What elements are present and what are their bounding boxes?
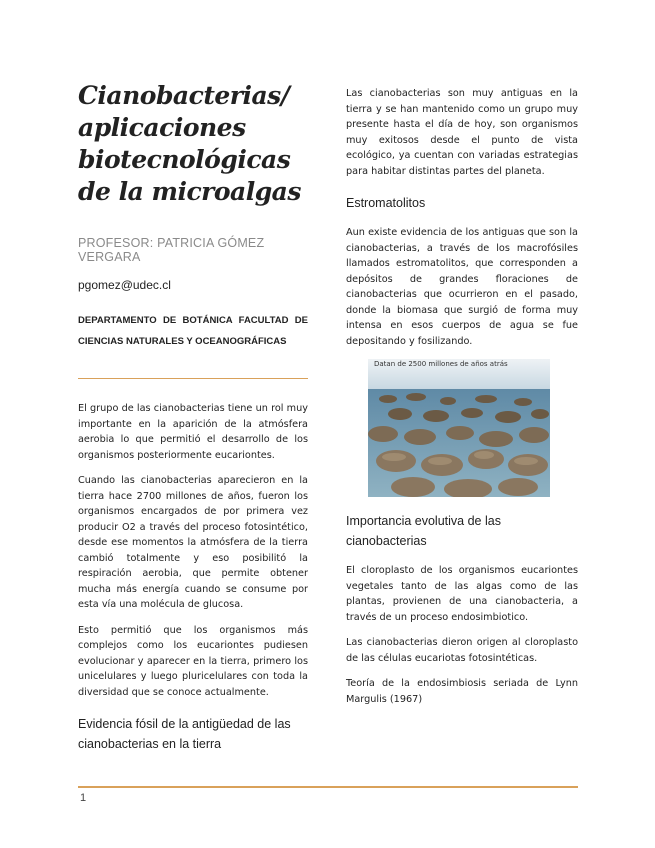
section-heading-estromatolitos: Estromatolitos [346,196,426,210]
professor-email[interactable]: pgomez@udec.cl [78,278,171,292]
paragraph-estromatolitos: Aun existe evidencia de los antiguas que son la cianobacterias, a través de los macrofósiles llamados estromatolitos, que corresponden a depósitos de grandes floraciones de cianobacterias que ocurrieron en el pasado, donde la biomasa que surgió de forma muy intensa en esos cuerpos de agua se fue depositando y fosilizando. [346,227,578,347]
section-heading-evolutionary-importance: Importancia evolutiva de las cianobacterias [346,514,501,548]
photo-caption: Datan de 2500 millones de años atrás [374,360,508,368]
left-column [78,80,308,766]
department-name: DEPARTAMENTO DE BOTÁNICA FACULTAD DE CIENCIAS NATURALES Y OCEANOGRÁFICAS [78,315,308,347]
page-number: 1 [80,792,87,804]
paragraph-atmosphere: El grupo de las cianobacterias tiene un rol muy importante en la aparición de la atmósfera aerobia lo que permitió el desarrollo de los organismos posteriormente eucariontes. [78,403,308,461]
footer-divider [78,786,578,788]
document-title: Cianobacterias/ aplicaciones biotecnológicas de la microalgas [78,81,301,206]
paragraph-oxygen: Cuando las cianobacterias aparecieron en la tierra hace 2700 millones de años, fueron los organismos encargados de por primera vez producir O2 a través del proceso fotosintético, desde ese momentos la atmósfera de la tierra cambió totalmente y eso posibilitó la respiración aerobia, que permite obtener mucha más energía cuando se consume por esta vía una molécula de glucosa. [78,475,308,610]
paragraph-chloroplast: El cloroplasto de los organismos eucariontes vegetales tanto de las algas como de las plantas, provienen de una cianobacteria, a través de un proceso endosimbiotico. [346,565,578,623]
section-heading-fossil-evidence: Evidencia fósil de la antigüedad de las cianobacterias en la tierra [78,717,291,751]
paragraph-intro: Las cianobacterias son muy antiguas en la tierra y se han mantenido como un grupo muy presente hasta el día de hoy, son organismos muy exitosos desde el punto de vista ecológico, ya cuentan con variadas estrategias para habitar distintas partes del planeta. [346,88,578,177]
header-divider [78,378,308,379]
right-column [346,86,578,717]
stromatolites-photo [368,359,550,497]
paragraph-evolution: Esto permitió que los organismos más complejos como los eucariontes pudiesen evolucionar y aparecer en la tierra, primero los unicelulares y luego pluricelulares con toda la diversidad que se conoce actualmente. [78,624,308,698]
paragraph-margulis: Teoría de la endosimbiosis seriada de Lynn Margulis (1967) [346,678,578,705]
professor-name: PROFESOR: PATRICIA GÓMEZ VERGARA [78,236,265,264]
paragraph-origin: Las cianobacterias dieron origen al cloroplasto de las células eucariotas fotosintéticas. [346,637,578,664]
